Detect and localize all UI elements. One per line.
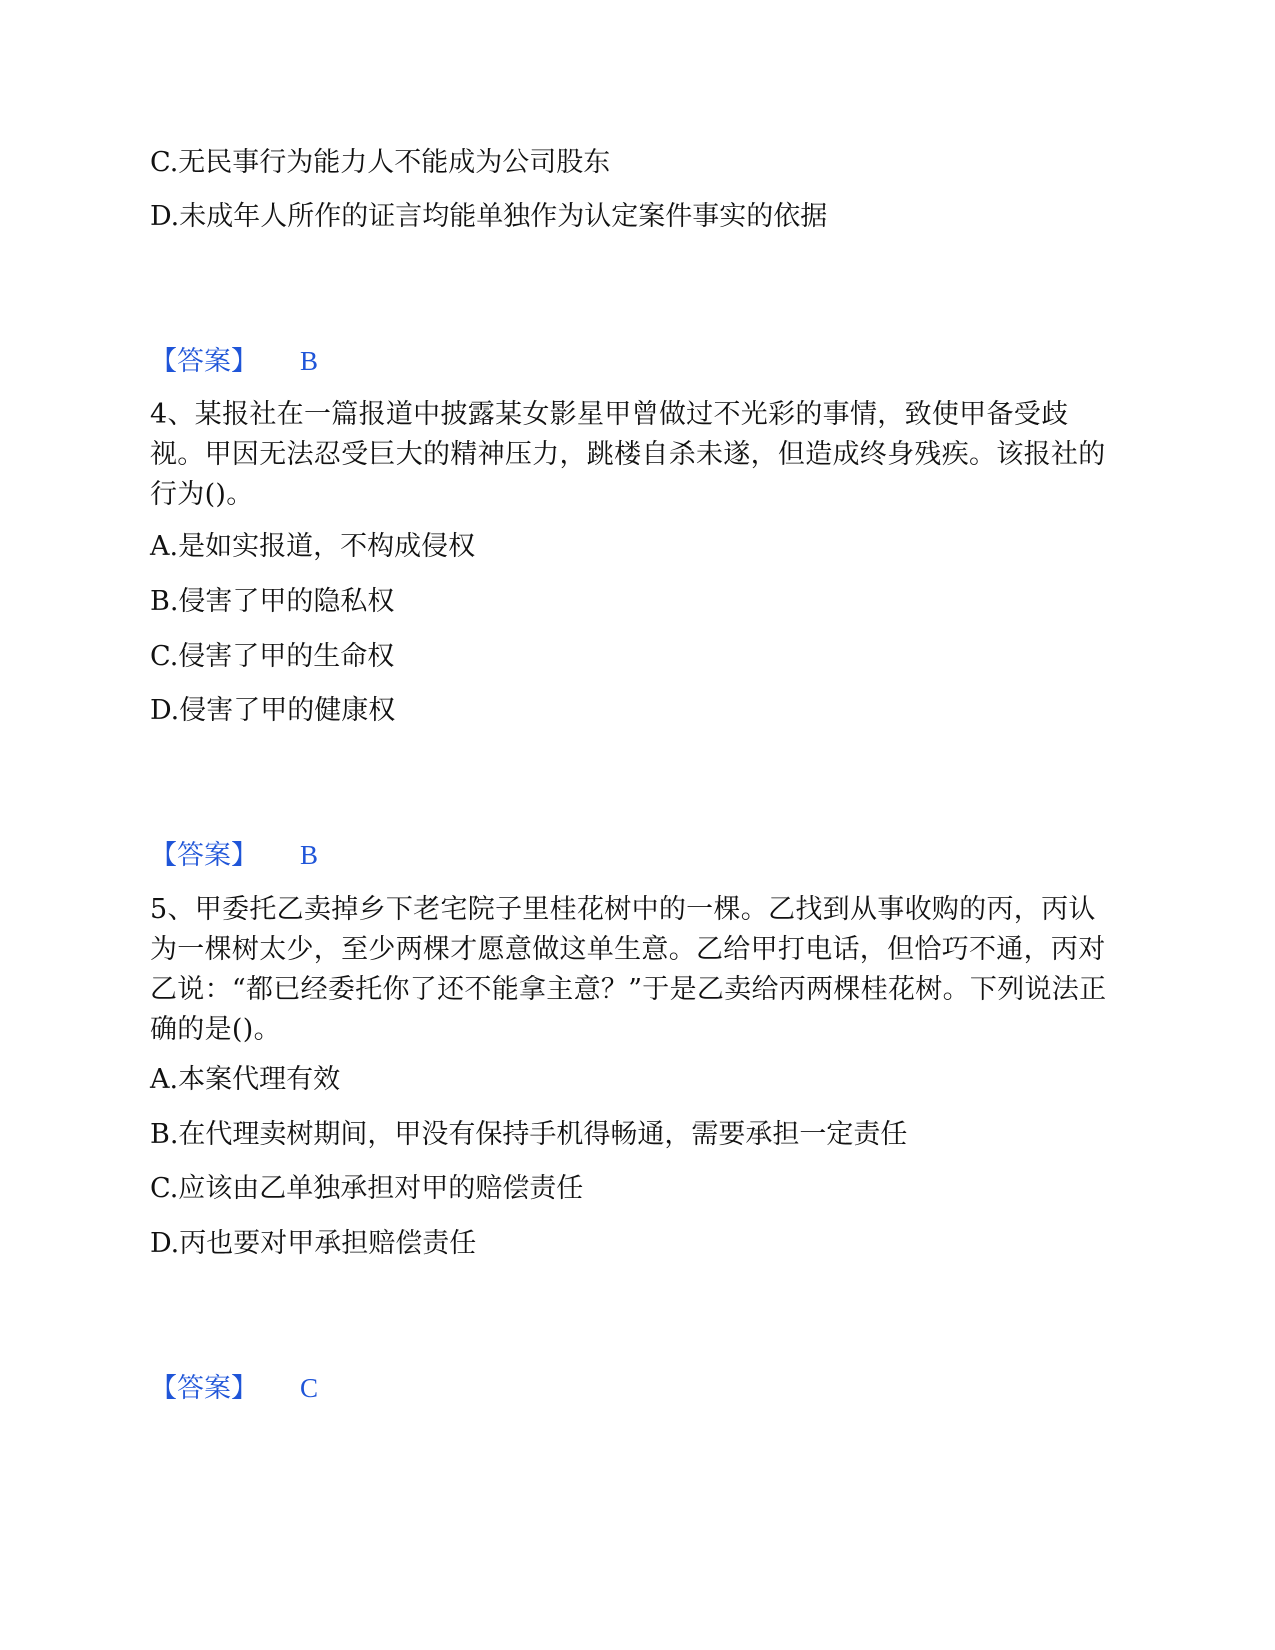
answer-value: B: [300, 840, 319, 870]
q4-option-b: B.侵害了甲的隐私权: [150, 586, 395, 617]
q3-option-c-text: C.无民事行为能力人不能成为公司股东: [150, 147, 611, 178]
answer-value: B: [300, 346, 319, 376]
q5-option-b: B.在代理卖树期间，甲没有保持手机得畅通，需要承担一定责任: [150, 1119, 908, 1150]
answer-label: 【答案】: [150, 840, 258, 871]
q5-stem: 5、甲委托乙卖掉乡下老宅院子里桂花树中的一棵。乙找到从事收购的丙，丙认为一棵树太少，至少两棵才愿意做这单生意。乙给甲打电话，但恰巧不通，丙对乙说：“都已经委托你了还不能拿主意？”于是乙卖给丙两棵桂花树。下列说法正确的是()。: [150, 894, 1107, 1045]
q4-option-a: A.是如实报道，不构成侵权: [150, 531, 476, 562]
q4-stem: 4、某报社在一篇报道中披露某女影星甲曾做过不光彩的事情，致使甲备受歧视。甲因无法忍受巨大的精神压力，跳楼自杀未遂，但造成终身残疾。该报社的行为()。: [150, 399, 1106, 510]
q5-option-c: C.应该由乙单独承担对甲的赔偿责任: [150, 1173, 584, 1204]
answer-label: 【答案】: [150, 1373, 258, 1404]
q5-option-a: A.本案代理有效: [150, 1064, 341, 1095]
answer-block-5: [150, 1371, 318, 1406]
q5-option-d: D.丙也要对甲承担赔偿责任: [150, 1228, 477, 1259]
answer-block-4: [150, 838, 318, 873]
answer-value: C: [300, 1373, 319, 1403]
q4-option-d: D.侵害了甲的健康权: [150, 695, 396, 726]
q3-option-d: D.未成年人所作的证言均能单独作为认定案件事实的依据: [150, 201, 828, 232]
answer-label: 【答案】: [150, 346, 258, 377]
answer-block-3: [150, 344, 318, 379]
q4-option-c: C.侵害了甲的生命权: [150, 641, 395, 672]
